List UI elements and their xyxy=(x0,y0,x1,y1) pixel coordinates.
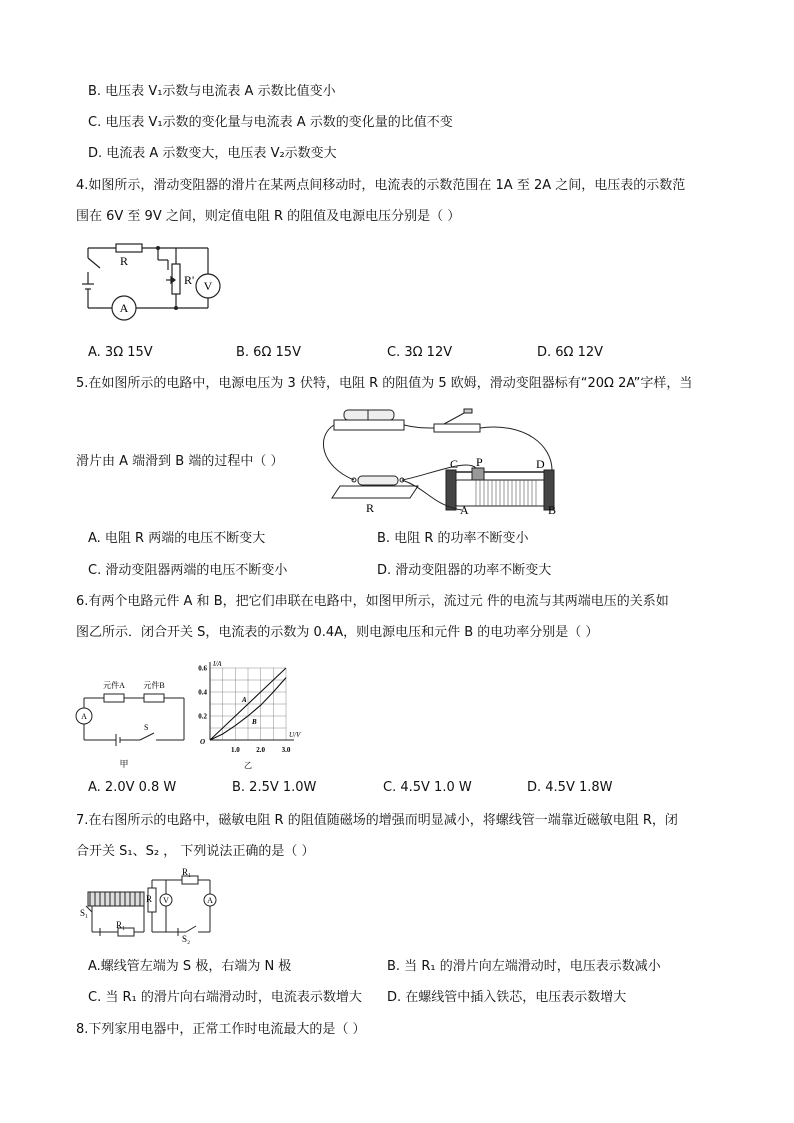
q7-option-b: B. 当 R₁ 的滑片向左端滑动时，电压表示数减小 xyxy=(387,959,661,974)
q4-fig-r-label: R xyxy=(119,254,129,268)
q4-option-c: C. 3Ω 12V xyxy=(387,345,453,360)
q5-stem-line2: 滑片由 A 端滑到 B 端的过程中（ ） xyxy=(76,454,284,469)
q3-option-b: B. 电压表 V₁示数与电流表 A 示数比值变小 xyxy=(88,84,336,99)
q7-circuit-diagram xyxy=(78,867,228,945)
q6-fig-element-a: 元件A xyxy=(103,681,125,690)
q6-fig-ammeter-label: A xyxy=(81,712,87,721)
x-tick-label: 3.0 xyxy=(281,746,291,754)
q7-option-c: C. 当 R₁ 的滑片向右端滑动时，电流表示数增大 xyxy=(88,990,362,1005)
q6-stem-line2: 图乙所示．闭合开关 S，电流表的示数为 0.4A，则电源电压和元件 B 的电功率分别是（ ） xyxy=(76,625,599,640)
q6-fig-switch-label: S xyxy=(144,723,149,732)
q5-option-a: A. 电阻 R 两端的电压不断变大 xyxy=(88,531,266,546)
q5-option-b: B. 电阻 R 的功率不断变小 xyxy=(377,531,529,546)
q6-option-b: B. 2.5V 1.0W xyxy=(232,780,317,795)
q5-stem-line1: 5.在如图所示的电路中，电源电压为 3 伏特，电阻 R 的阻值为 5 欧姆，滑动变阻器标有“20Ω 2A”字样，当 xyxy=(76,376,693,391)
q5-fig-c-label: C xyxy=(450,457,459,471)
q7-stem-line1: 7.在右图所示的电路中，磁敏电阻 R 的阻值随磁场的增强而明显减小，将螺线管一端靠近磁敏电阻 R，闭 xyxy=(76,813,678,828)
q7-option-d: D. 在螺线管中插入铁芯，电压表示数增大 xyxy=(387,990,627,1005)
q6-stem-line1: 6.有两个电路元件 A 和 B，把它们串联在电路中，如图甲所示，流过元 件的电流与其两端电压的关系如 xyxy=(76,594,669,609)
q8-stem-line1: 8.下列家用电器中，正常工作时电流最大的是（ ） xyxy=(76,1022,366,1037)
q4-option-a: A. 3Ω 15V xyxy=(88,345,153,360)
q3-option-d: D. 电流表 A 示数变大，电压表 V₂示数变大 xyxy=(88,146,337,161)
q4-circuit-diagram xyxy=(70,236,240,326)
x-axis-label: U/V xyxy=(289,731,301,739)
y-tick-label: 0.2 xyxy=(198,712,207,721)
q7-fig-r1-top: R₁ xyxy=(182,867,192,877)
q7-fig-s2: S₂ xyxy=(182,934,191,944)
chart-caption: 乙 xyxy=(244,761,252,770)
q3-option-c: C. 电压表 V₁示数的变化量与电流表 A 示数的变化量的比值不变 xyxy=(88,115,453,130)
q5-apparatus-diagram xyxy=(316,406,566,516)
q6-circuit-jia xyxy=(74,670,194,770)
q4-option-b: B. 6Ω 15V xyxy=(236,345,301,360)
q4-fig-voltmeter-label: V xyxy=(203,279,213,293)
q4-fig-ammeter-label: A xyxy=(119,301,129,315)
x-tick-label: 1.0 xyxy=(230,746,240,754)
q7-fig-voltmeter: V xyxy=(163,896,169,905)
q7-fig-ammeter: A xyxy=(207,896,213,905)
q5-option-d: D. 滑动变阻器的功率不断变大 xyxy=(377,563,552,578)
q6-option-d: D. 4.5V 1.8W xyxy=(527,780,613,795)
q7-fig-r: R xyxy=(146,894,153,904)
q7-fig-s1: S₁ xyxy=(80,908,89,918)
q4-option-d: D. 6Ω 12V xyxy=(537,345,604,360)
q6-option-c: C. 4.5V 1.0 W xyxy=(383,780,472,795)
q6-fig-caption-jia: 甲 xyxy=(119,759,129,769)
series-label-a: A xyxy=(242,696,247,704)
origin-label: O xyxy=(200,738,206,746)
q4-stem-line2: 围在 6V 至 9V 之间，则定值电阻 R 的阻值及电源电压分别是（ ） xyxy=(76,209,461,224)
q5-fig-b-label: B xyxy=(548,503,557,517)
series-label-b: B xyxy=(252,718,257,726)
y-tick-label: 0.6 xyxy=(198,664,207,673)
q6-option-a: A. 2.0V 0.8 W xyxy=(88,780,177,795)
q5-fig-r-label: R xyxy=(365,501,375,515)
q7-fig-r1-bottom: R₁ xyxy=(116,920,126,930)
y-tick-label: 0.4 xyxy=(198,688,207,697)
q4-stem-line1: 4.如图所示，滑动变阻器的滑片在某两点间移动时，电流表的示数范围在 1A 至 2A 之间，电压表的示数范 xyxy=(76,178,686,193)
q5-fig-a-label: A xyxy=(460,503,469,517)
q5-fig-p-label: P xyxy=(476,455,483,469)
q7-stem-line2: 合开关 S₁、S₂ ， 下列说法正确的是（ ） xyxy=(76,844,315,859)
q7-option-a: A.螺线管左端为 S 极，右端为 N 极 xyxy=(88,959,292,974)
q5-fig-d-label: D xyxy=(536,457,545,471)
q6-iv-chart xyxy=(186,658,316,773)
x-tick-label: 2.0 xyxy=(256,746,266,754)
q4-fig-rp-label: R' xyxy=(184,273,195,287)
y-axis-label: I/A xyxy=(213,660,222,668)
q6-fig-element-b: 元件B xyxy=(143,681,165,690)
q5-option-c: C. 滑动变阻器两端的电压不断变小 xyxy=(88,563,288,578)
